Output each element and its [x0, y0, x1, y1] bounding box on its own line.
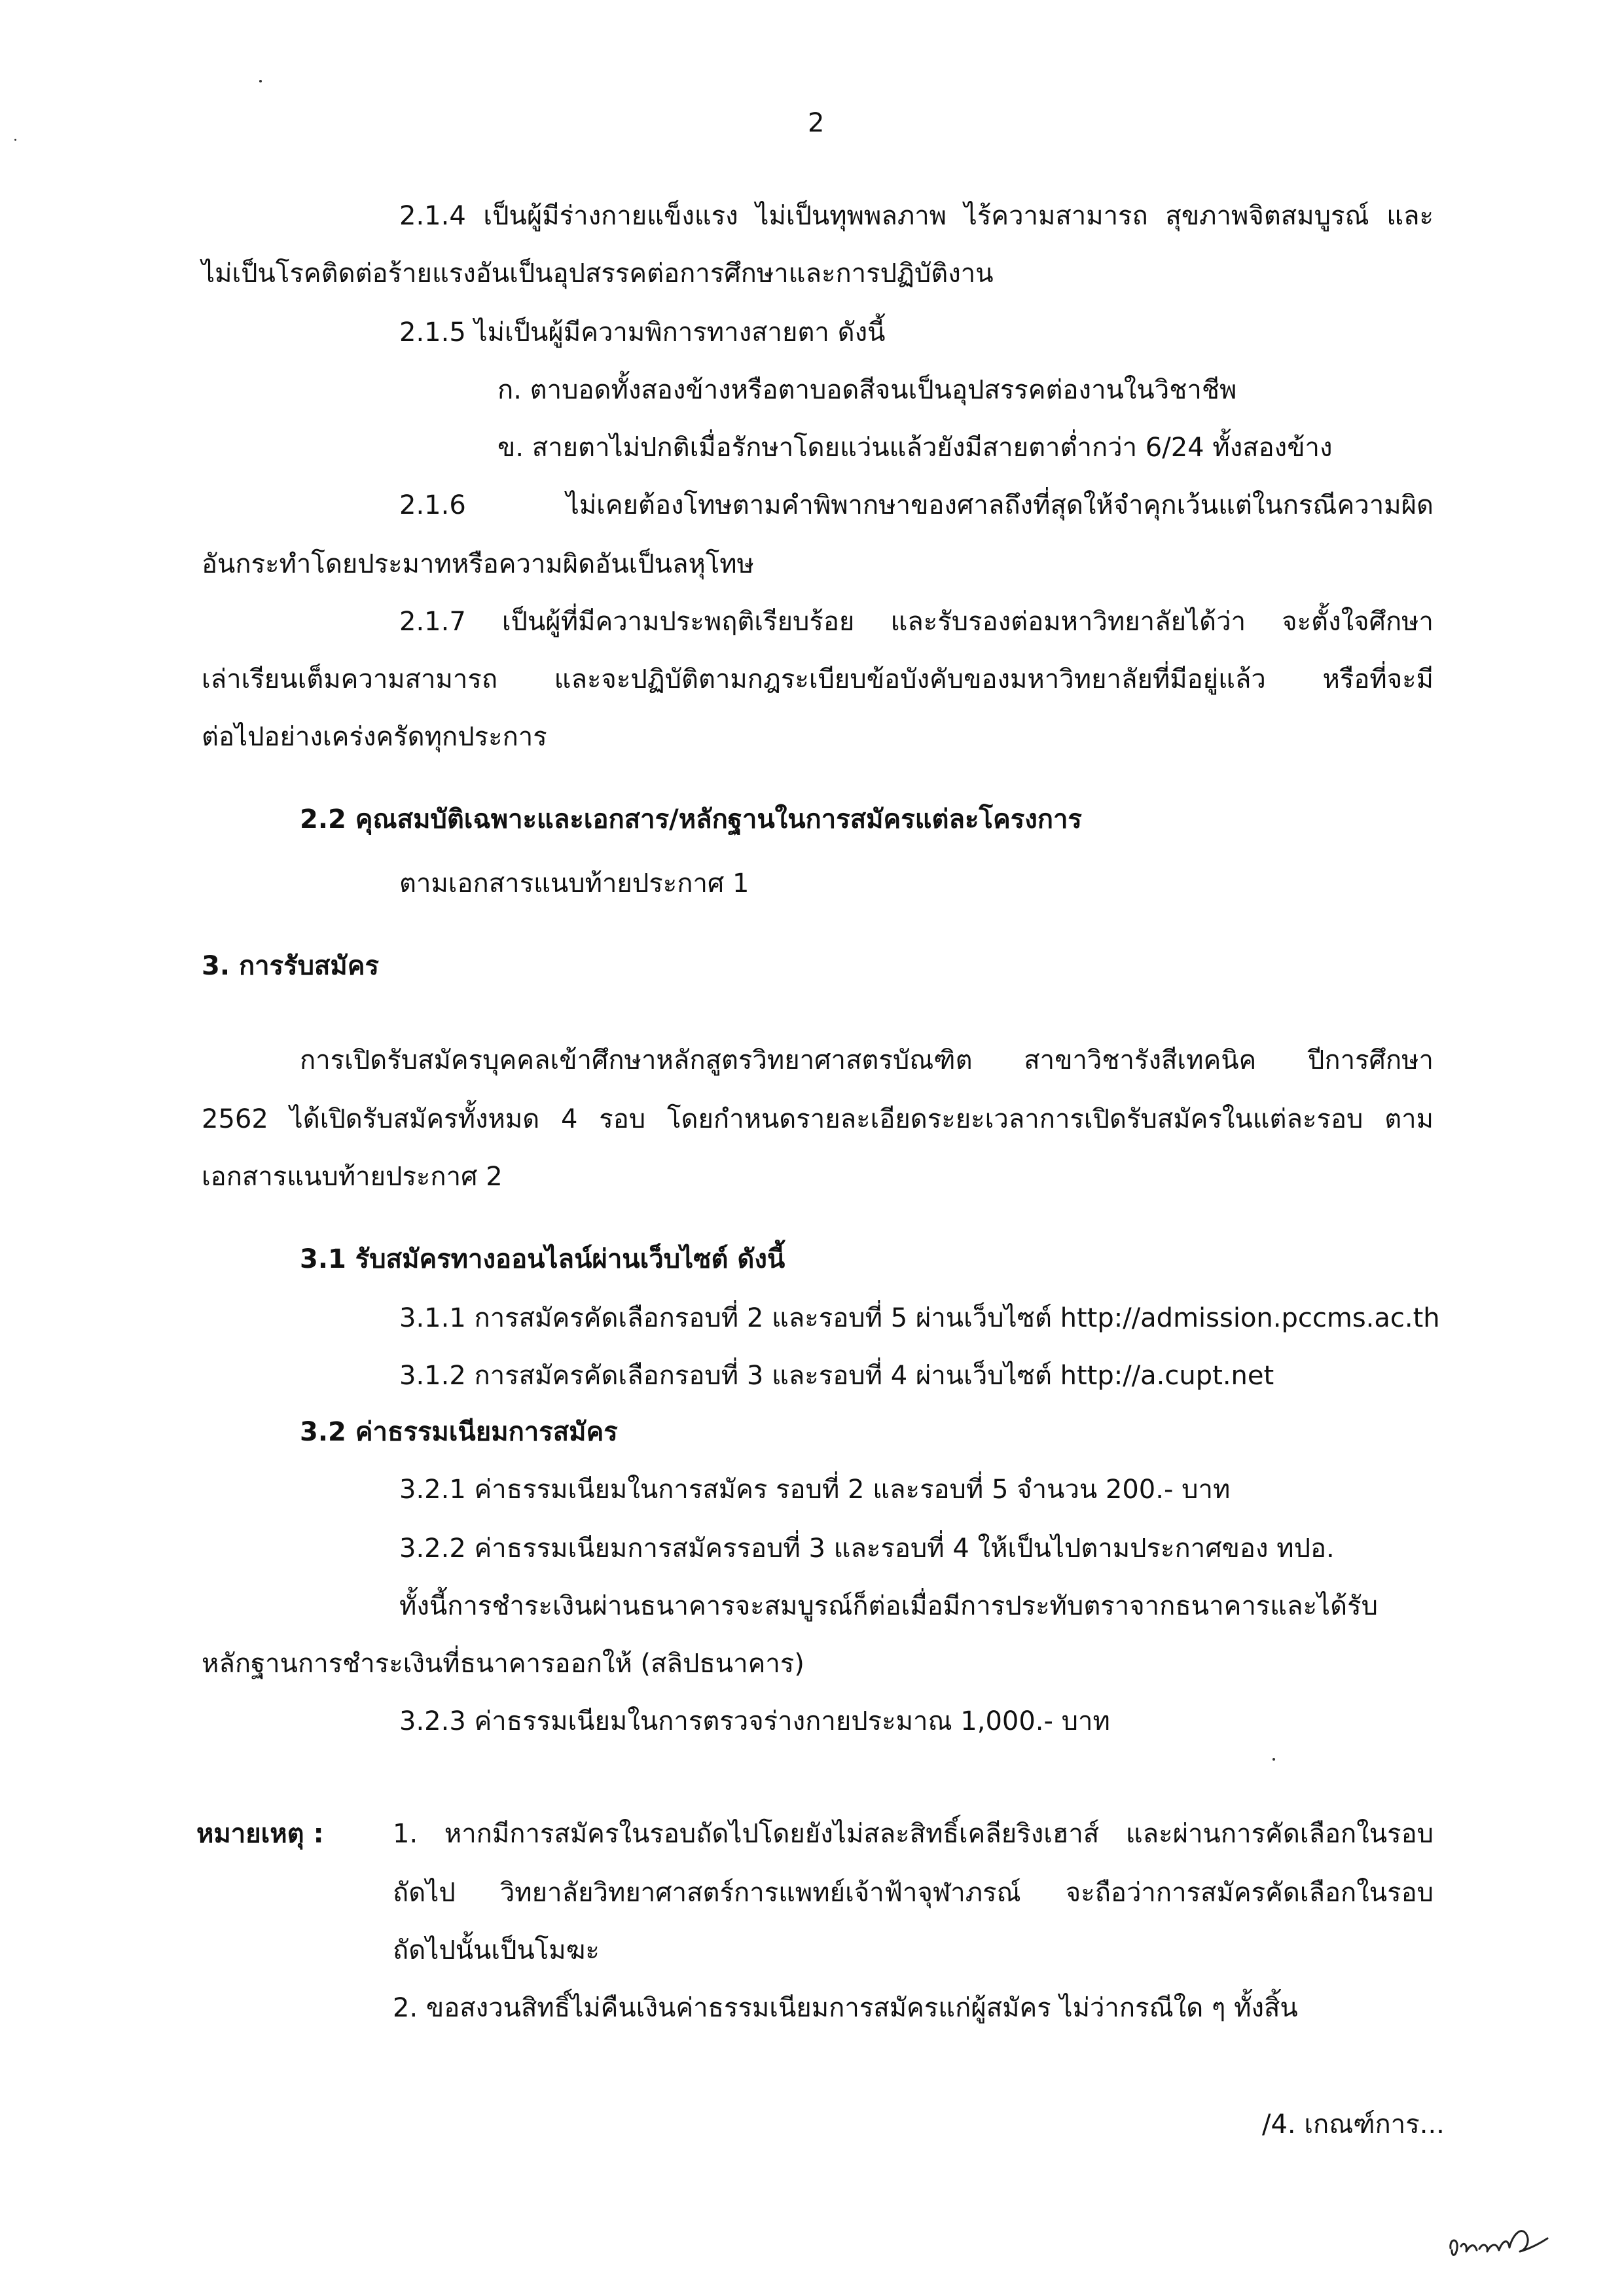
item-2-1-6-line1: 2.1.6 ไม่เคยต้องโทษตามคำพิพากษาของศาลถึงที่สุดให้จำคุกเว้นแต่ในกรณีความผิด [399, 490, 1434, 520]
item-2-1-7-line3: ต่อไปอย่างเคร่งครัดทุกประการ [202, 722, 547, 752]
section-2-2-body: ตามเอกสารแนบท้ายประกาศ 1 [399, 869, 749, 899]
item-2-1-5-line1: 2.1.5 ไม่เป็นผู้มีความพิการทางสายตา ดังนี้ [399, 317, 886, 348]
remarks-label: หมายเหตุ : [196, 1819, 324, 1849]
signature-initials [1444, 2212, 1555, 2265]
item-2-1-4-line2: ไม่เป็นโรคติดต่อร้ายแรงอันเป็นอุปสรรคต่อการศึกษาและการปฏิบัติงาน [202, 259, 994, 289]
item-3-2-2: 3.2.2 ค่าธรรมเนียมการสมัครรอบที่ 3 และรอบที่ 4 ให้เป็นไปตามประกาศของ ทปอ. [399, 1534, 1335, 1564]
section-3-intro-line2: 2562 ได้เปิดรับสมัครทั้งหมด 4 รอบ โดยกำหนดรายละเอียดระยะเวลาการเปิดรับสมัครในแต่ละรอบ ตาม [202, 1104, 1434, 1134]
item-2-1-5-sub-a: ก. ตาบอดทั้งสองข้างหรือตาบอดสีจนเป็นอุปสรรคต่องานในวิชาชีพ [497, 375, 1237, 405]
section-3-2-heading: 3.2 ค่าธรรมเนียมการสมัคร [300, 1417, 618, 1447]
item-2-1-4-line1: 2.1.4 เป็นผู้มีร่างกายแข็งแรง ไม่เป็นทุพพลภาพ ไร้ความสามารถ สุขภาพจิตสมบูรณ์ และ [399, 201, 1434, 231]
section-3-intro-line3: เอกสารแนบท้ายประกาศ 2 [202, 1162, 503, 1192]
remark-1-line1: 1. หากมีการสมัครในรอบถัดไปโดยยังไม่สละสิทธิ์เคลียริงเฮาส์ และผ่านการคัดเลือกในรอบ [393, 1819, 1434, 1849]
item-3-1-2: 3.1.2 การสมัครคัดเลือกรอบที่ 3 และรอบที่ 4 ผ่านเว็บไซต์ http://a.cupt.net [399, 1361, 1274, 1391]
section-3-heading: 3. การรับสมัคร [202, 951, 380, 981]
item-3-1-1: 3.1.1 การสมัครคัดเลือกรอบที่ 2 และรอบที่ 5 ผ่านเว็บไซต์ http://admission.pccms.ac.th [399, 1303, 1440, 1333]
continuation-marker: /4. เกณฑ์การ... [1262, 2109, 1445, 2140]
item-2-1-7-line1: 2.1.7 เป็นผู้ที่มีความประพฤติเรียบร้อย และรับรองต่อมหาวิทยาลัยได้ว่า จะตั้งใจศึกษา [399, 607, 1434, 637]
scan-speck [1272, 1758, 1275, 1761]
section-3-1-heading: 3.1 รับสมัครทางออนไลน์ผ่านเว็บไซต์ ดังนี้ [300, 1244, 785, 1274]
page-number: 2 [808, 108, 825, 138]
item-3-2-1: 3.2.1 ค่าธรรมเนียมในการสมัคร รอบที่ 2 และรอบที่ 5 จำนวน 200.- บาท [399, 1475, 1231, 1505]
payment-note-line1: ทั้งนี้การชำระเงินผ่านธนาคารจะสมบูรณ์ก็ต่อเมื่อมีการประทับตราจากธนาคารและได้รับ [399, 1591, 1379, 1621]
payment-note-line2: หลักฐานการชำระเงินที่ธนาคารออกให้ (สลิปธนาคาร) [202, 1649, 804, 1679]
item-2-1-6-line2: อันกระทำโดยประมาทหรือความผิดอันเป็นลหุโทษ [202, 549, 755, 579]
item-2-1-7-line2: เล่าเรียนเต็มความสามารถ และจะปฏิบัติตามกฎระเบียบข้อบังคับของมหาวิทยาลัยที่มีอยู่แล้ว หรือที่จะมี [202, 664, 1434, 694]
scan-speck [259, 80, 262, 82]
section-3-intro-line1: การเปิดรับสมัครบุคคลเข้าศึกษาหลักสูตรวิทยาศาสตรบัณฑิต สาขาวิชารังสีเทคนิค ปีการศึกษา [300, 1045, 1434, 1075]
item-3-2-3: 3.2.3 ค่าธรรมเนียมในการตรวจร่างกายประมาณ 1,000.- บาท [399, 1706, 1110, 1736]
remark-2: 2. ขอสงวนสิทธิ์ไม่คืนเงินค่าธรรมเนียมการสมัครแก่ผู้สมัคร ไม่ว่ากรณีใด ๆ ทั้งสิ้น [393, 1993, 1298, 2023]
scan-speck [14, 139, 16, 141]
remark-1-line2: ถัดไป วิทยาลัยวิทยาศาสตร์การแพทย์เจ้าฟ้าจุฬาภรณ์ จะถือว่าการสมัครคัดเลือกในรอบ [393, 1878, 1434, 1908]
section-2-2-heading: 2.2 คุณสมบัติเฉพาะและเอกสาร/หลักฐานในการสมัครแต่ละโครงการ [300, 804, 1082, 834]
remark-1-line3: ถัดไปนั้นเป็นโมฆะ [393, 1935, 600, 1965]
item-2-1-5-sub-b: ข. สายตาไม่ปกติเมื่อรักษาโดยแว่นแล้วยังมีสายตาต่ำกว่า 6/24 ทั้งสองข้าง [497, 433, 1333, 463]
